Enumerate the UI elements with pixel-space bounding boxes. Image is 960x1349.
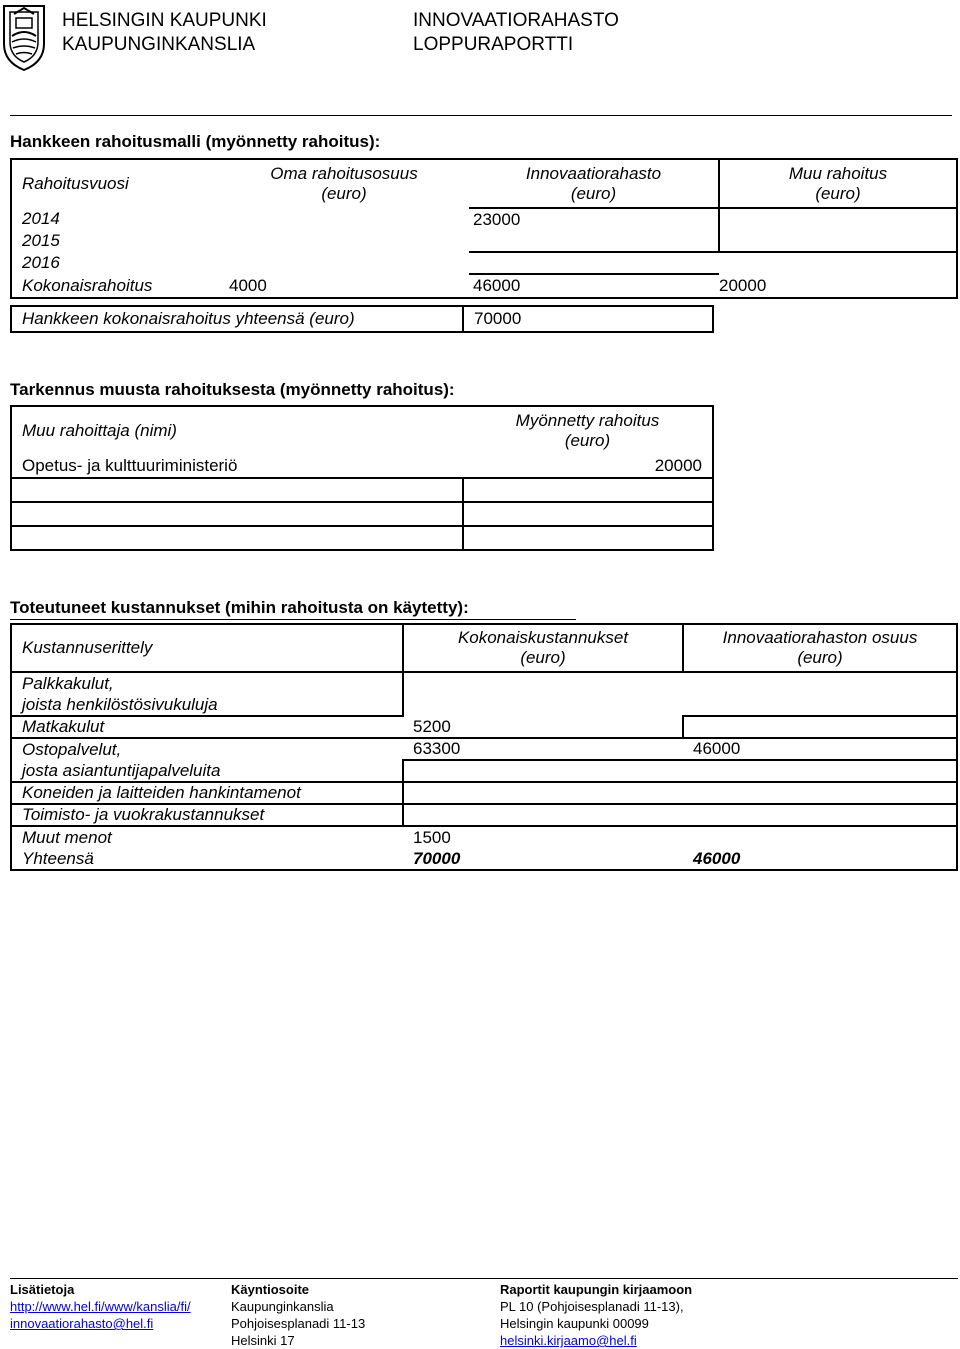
table-row: Matkakulut 5200 — [11, 716, 957, 738]
other-funding-table — [10, 405, 714, 551]
table-row — [11, 502, 713, 526]
costs-table — [10, 623, 958, 871]
sum-total: 70000 — [403, 848, 683, 870]
footer-registry-title: Raportit kaupungin kirjaamoon — [500, 1282, 693, 1297]
footer-email-link[interactable]: innovaatiorahasto@hel.fi — [10, 1316, 154, 1331]
total-fund: 46000 — [469, 274, 719, 298]
table-row: joista henkilöstösivukuluja — [11, 694, 957, 716]
funding-model-table — [10, 158, 958, 299]
col-own-header: Oma rahoitusosuus (euro) — [219, 159, 469, 208]
sum-share: 46000 — [683, 848, 957, 870]
footer-divider — [10, 1278, 958, 1279]
doc-line-2: LOPPURAPORTTI — [413, 34, 574, 55]
col-year-header: Rahoitusvuosi — [11, 159, 219, 208]
header-divider — [10, 115, 952, 116]
table-row: Muut menot 1500 — [11, 826, 957, 848]
doc-line-1: INNOVAATIORAHASTO — [413, 10, 619, 31]
footer-visit: Käyntiosoite Kaupunginkanslia Pohjoisesplanadi 11-13 Helsinki 17 — [231, 1282, 366, 1348]
table-row: Palkkakulut, — [11, 672, 957, 694]
funding-model-heading: Hankkeen rahoitusmalli (myönnetty rahoitus): — [10, 132, 381, 151]
grand-total-label: Hankkeen kokonaisrahoitus yhteensä (euro) — [11, 306, 463, 332]
costs-heading: Toteutuneet kustannukset (mihin rahoitusta on käytetty): — [10, 598, 469, 617]
org-line-1: HELSINGIN KAUPUNKI — [62, 10, 267, 31]
col-fund-header: Innovaatiorahasto (euro) — [469, 159, 719, 208]
total-other: 20000 — [719, 274, 957, 298]
table-row: Koneiden ja laitteiden hankintamenot — [11, 782, 957, 804]
table-row — [11, 478, 713, 502]
footer-contact — [10, 1281, 191, 1332]
col-item-header: Kustannuserittely — [11, 624, 403, 672]
doc-title — [413, 9, 619, 57]
grand-total-table — [10, 305, 714, 333]
col-other-header: Muu rahoitus (euro) — [719, 159, 957, 208]
org-line-2: KAUPUNGINKANSLIA — [62, 34, 256, 55]
col-total-header: Kokonaiskustannukset (euro) — [403, 624, 683, 672]
col-share-header: Innovaatiorahaston osuus (euro) — [683, 624, 957, 672]
table-row: 2016 — [11, 252, 957, 274]
other-funding-heading: Tarkennus muusta rahoituksesta (myönnetty rahoitus): — [10, 380, 455, 399]
col-amount-header: Myönnetty rahoitus (euro) — [463, 406, 713, 454]
footer-contact-title: Lisätietoja — [10, 1282, 75, 1297]
footer-registry: Raportit kaupungin kirjaamoon PL 10 (Pohjoisesplanadi 11-13), Helsingin kaupunki 00099 helsinki.kirjaamo@hel.fi — [500, 1282, 693, 1348]
footer-visit-title: Käyntiosoite — [231, 1282, 310, 1297]
total-label: Kokonaisrahoitus — [11, 274, 219, 298]
footer-registry-email-link[interactable]: helsinki.kirjaamo@hel.fi — [500, 1333, 637, 1348]
helsinki-crest-icon — [2, 4, 46, 72]
sum-row — [11, 848, 957, 870]
table-row: Ostopalvelut, 63300 46000 — [11, 738, 957, 760]
total-own: 4000 — [219, 274, 469, 298]
total-row — [11, 274, 957, 298]
footer-website-link[interactable]: http://www.hel.fi/www/kanslia/fi/ — [10, 1299, 191, 1314]
costs-heading-underline — [10, 619, 576, 620]
table-row: Toimisto- ja vuokrakustannukset — [11, 804, 957, 826]
table-row — [11, 526, 713, 550]
sum-label: Yhteensä — [11, 848, 403, 870]
table-row: josta asiantuntijapalveluita — [11, 760, 957, 782]
table-row: 2015 — [11, 230, 957, 252]
grand-total-value: 70000 — [463, 306, 713, 332]
table-row: Opetus- ja kulttuuriministeriö 20000 — [11, 454, 713, 478]
table-row: 2014 23000 — [11, 208, 957, 230]
org-name — [62, 9, 267, 57]
col-funder-header: Muu rahoittaja (nimi) — [11, 406, 463, 454]
